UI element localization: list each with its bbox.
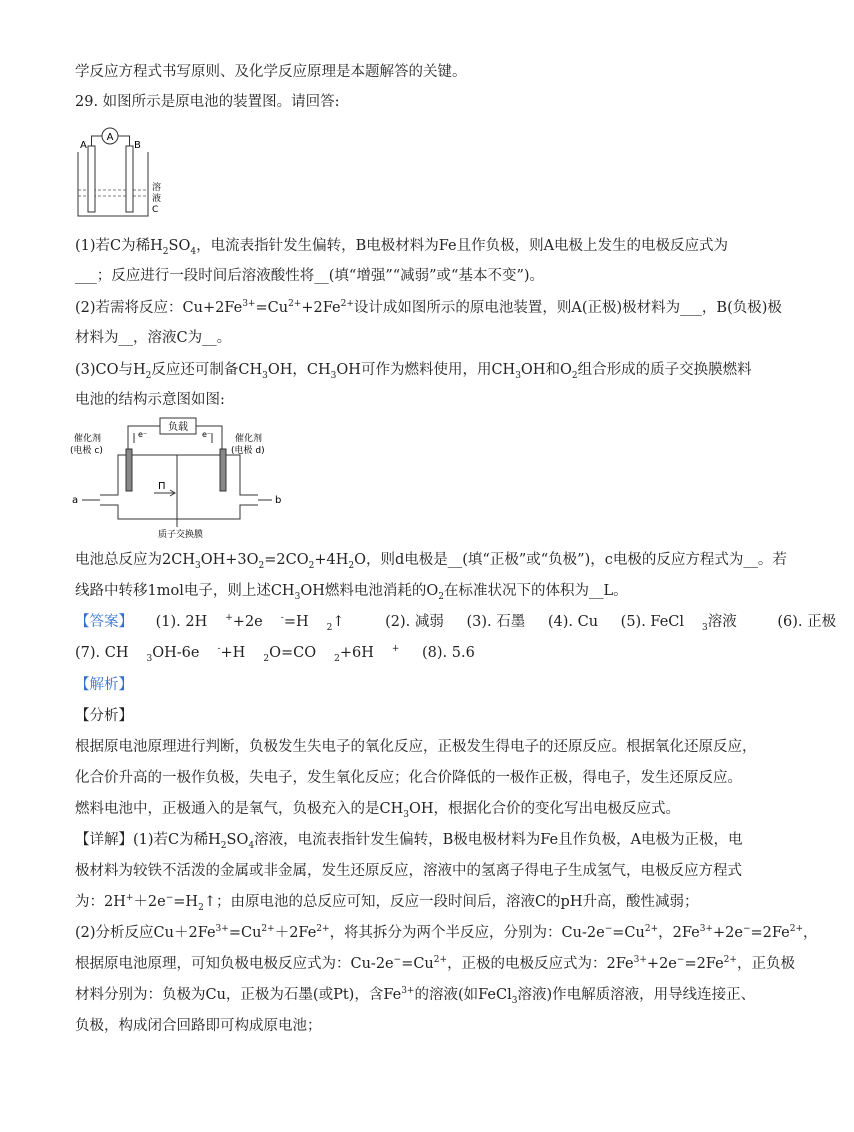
q2-line1: (2)若需将反应：$Cu+2Fe^{3+}=Cu^{2+}+2Fe^{2+}$设计成如图所示的原电池装置，则A(正极)极材料为___，B(负极)极 xyxy=(75,299,782,316)
svg-text:液: 液 xyxy=(152,194,162,204)
q3-line2: 电池的结构示意图如图: xyxy=(75,392,225,408)
electrode-a-label: A xyxy=(80,140,87,151)
inlet-a: a xyxy=(72,495,79,506)
inlet-b: b xyxy=(275,495,282,506)
detail-line4: (2)分析反应$Cu+2Fe^{3+}=Cu^{2+}+2Fe^{2+}$，将其拆分为两个半反应，分别为：$Cu-2e^-=Cu^{2+}$，$2Fe^{3+}+2e^-=2Fe^{2+}$， xyxy=(75,924,818,941)
electron-flow-left: e⁻ xyxy=(138,430,148,439)
detail-line7: 负极，构成闭合回路即可构成原电池； xyxy=(75,1018,322,1034)
answer-tag: 【答案】 xyxy=(75,614,133,630)
q3-line1: (3)CO与$H_2$反应还可制备$CH_3OH$，$CH_3OH$可作为燃料使用，用$CH_3OH$和$O_2$组合形成的质子交换膜燃料 xyxy=(75,362,752,381)
proton-label: Π xyxy=(158,481,166,492)
analysis-line3: 燃料电池中，正极通入的是氧气，负极充入的是$CH_3OH$，根据化合价的变化写出电极反应式。 xyxy=(75,801,681,820)
fuel-cell-figure xyxy=(70,415,290,540)
electron-flow-right: e⁻ xyxy=(202,430,212,439)
detail-line2: 极材料为较铁不活泼的金属或非金属，发生还原反应，溶液中的氢离子得电子生成氢气，电极反应方程式 xyxy=(75,863,742,879)
q3-line4: 线路中转移1mol电子，则上述$CH_3OH$燃料电池消耗的$O_2$在标准状况下的体积为__L。 xyxy=(75,583,628,602)
q1-line1: (1)若C为稀$H_2SO_4$，电流表指针发生偏转，B电极材料为Fe且作负极，则A电极上发生的电极反应式为 xyxy=(75,238,729,257)
question-title: 29. 如图所示是原电池的装置图。请回答: xyxy=(75,94,340,110)
detail-line5: 根据原电池原理，可知负极电极反应式为：$Cu-2e^-=Cu^{2+}$，正极的电极反应式为：$2Fe^{3+}+2e^-=2Fe^{2+}$，正负极 xyxy=(75,955,795,972)
fenxi-tag: 【分析】 xyxy=(75,708,133,724)
catalyst-d-label: 催化剂 xyxy=(235,434,263,444)
answer-line2: (7). CH $_3$OH-6e -+H $_2$O=CO $_2$+6H + (8). 5.6 xyxy=(75,644,475,664)
detail-line6: 材料分别为：负极为Cu，正极为石墨(或Pt)，含$Fe^{3+}$的溶液(如FeCl$_3$溶液)作电解质溶液，用导线连接正、 xyxy=(75,986,756,1006)
membrane-label: 质子交换膜 xyxy=(158,530,204,540)
text-line: 学反应方程式书写原则、及化学反应原理是本题解答的关键。 xyxy=(75,64,467,80)
analysis-tag: 【解析】 xyxy=(75,677,133,693)
q1-line2: ___；反应进行一段时间后溶液酸性将__(填“增强”“减弱”或“基本不变”)。 xyxy=(75,268,545,284)
galvanic-cell-figure xyxy=(72,122,182,224)
ammeter-label: A xyxy=(106,132,114,143)
svg-text:(电极 d): (电极 d) xyxy=(231,446,265,456)
answer-line1: 【答案】 (1). 2H ++2e -=H $_2$↑ (2). 减弱 (3). 石墨 (4). Cu (5). FeCl $_3$溶液 (6). 正极 xyxy=(75,613,837,633)
electrode-b-label: B xyxy=(134,140,141,151)
svg-text:(电极 c): (电极 c) xyxy=(70,446,103,456)
solution-label: 溶 xyxy=(152,183,162,193)
svg-text:C: C xyxy=(152,205,159,215)
detail-line3: 为：$2H^++2e^-=H_2↑$；由原电池的总反应可知，反应一段时间后，溶液C的pH升高，酸性减弱； xyxy=(75,893,699,913)
analysis-line1: 根据原电池原理进行判断，负极发生失电子的氧化反应，正极发生得电子的还原反应。根据氧化还原反应， xyxy=(75,739,757,755)
load-label: 负载 xyxy=(168,422,188,433)
q2-line2: 材料为__，溶液C为__。 xyxy=(75,330,232,346)
q3-line3: 电池总反应为$2CH_3OH+3O_2=2CO_2+4H_2O$，则d电极是__(填“正极”或“负极”)，c电极的反应方程式为__。若 xyxy=(75,552,787,571)
detail-line1: 【详解】(1)若C为稀$H_2SO_4$溶液，电流表指针发生偏转，B极电极材料为Fe且作负极，A电极为正极，电 xyxy=(75,832,743,851)
analysis-line2: 化合价升高的一极作负极，失电子，发生氧化反应；化合价降低的一极作正极，得电子，发生还原反应。 xyxy=(75,770,742,786)
catalyst-c-label: 催化剂 xyxy=(74,434,102,444)
